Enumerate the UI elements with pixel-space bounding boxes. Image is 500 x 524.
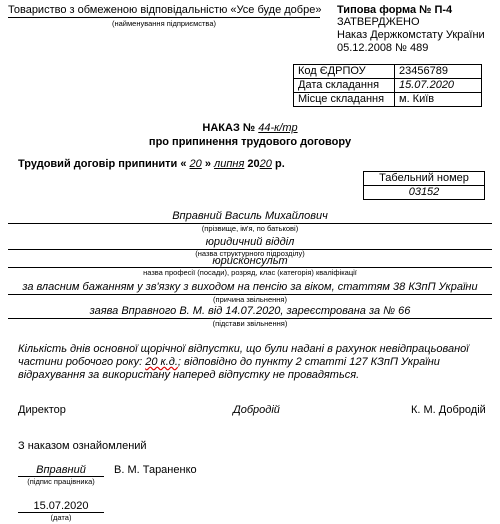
order-number: 44-к/тр bbox=[258, 122, 298, 134]
vacation-days: 20 к.д. bbox=[145, 356, 178, 368]
tab-number-header-row bbox=[364, 172, 485, 186]
acquaint-title: З наказом ознайомлений bbox=[18, 440, 147, 452]
place-label: Місце складання bbox=[294, 93, 395, 107]
vacation-line-2 bbox=[18, 356, 440, 368]
place-value: м. Київ bbox=[395, 93, 482, 107]
director-signature: Добродій bbox=[233, 404, 280, 416]
employee-name: Вправний Василь Михайлович bbox=[172, 210, 328, 222]
terminate-year-suffix: 20 bbox=[259, 158, 272, 170]
acquaint-date: 15.07.2020 bbox=[33, 500, 89, 512]
position: юрисконсульт bbox=[212, 255, 288, 267]
organization-underline bbox=[8, 17, 320, 18]
department-caption: (назва структурного підрозділу) bbox=[195, 249, 305, 258]
organization-caption: (найменування підприємства) bbox=[112, 19, 216, 28]
employee-signature-caption: (підпис працівника) bbox=[27, 477, 95, 486]
approved-by: Наказ Держкомстату України bbox=[337, 29, 485, 41]
form-title: Типова форма № П-4 bbox=[337, 4, 453, 16]
tab-number-table bbox=[363, 171, 485, 200]
terminate-year-prefix: 20 bbox=[247, 158, 260, 170]
department: юридичний відділ bbox=[205, 236, 295, 248]
dismissal-reason: за власним бажанням у зв'язку з виходом на пенсію за віком, статтям 38 КЗпП України bbox=[22, 281, 478, 293]
vacation-line-1: Кількість днів основної щорічної відпустки, що були надані в рахунок невідпрацьованої bbox=[18, 343, 469, 355]
edrpou-value: 23456789 bbox=[395, 65, 482, 79]
order-title-prefix: НАКАЗ № bbox=[202, 122, 256, 134]
employee-short-name: В. М. Тараненко bbox=[114, 464, 197, 476]
vacation-line-2-suffix: ; відповідно до пункту 2 статті 127 КЗпП України bbox=[177, 356, 440, 368]
organization-name: Товариство з обмеженою відповідальністю «Усе буде добре» bbox=[8, 4, 322, 16]
vacation-line-2-prefix: частини робочого року: bbox=[18, 356, 146, 368]
terminate-day: 20 bbox=[189, 158, 202, 170]
employee-signature: Вправний bbox=[36, 464, 86, 476]
position-caption: назва професії (посади), розряд, клас (категорія) кваліфікації bbox=[143, 268, 357, 277]
approved-date: 05.12.2008 № 489 bbox=[337, 42, 429, 54]
edrpou-label: Код ЄДРПОУ bbox=[294, 65, 395, 79]
codes-row-place bbox=[294, 93, 482, 107]
director-role: Директор bbox=[18, 404, 66, 416]
tab-number-label: Табельний номер bbox=[364, 172, 485, 186]
order-subtitle: про припинення трудового договору bbox=[148, 136, 352, 148]
terminate-line bbox=[18, 158, 285, 170]
vacation-line-3: відрахування за використану наперед відпустку не провадяться. bbox=[18, 369, 360, 381]
tab-number-value: 03152 bbox=[364, 186, 485, 200]
employee-caption: (прізвище, ім'я, по батькові) bbox=[201, 224, 299, 233]
dismissal-basis: заява Вправного В. М. від 14.07.2020, зареєстрована за № 66 bbox=[89, 305, 411, 317]
order-title bbox=[0, 122, 500, 134]
acquaint-date-caption: (дата) bbox=[50, 513, 72, 522]
codes-table bbox=[293, 64, 482, 107]
codes-row-edrpou bbox=[294, 65, 482, 79]
terminate-text: Трудовий договір припинити « bbox=[18, 158, 187, 170]
terminate-month: липня bbox=[214, 158, 245, 170]
date-label: Дата складання bbox=[294, 79, 395, 93]
date-value: 15.07.2020 bbox=[395, 79, 482, 93]
basis-caption: (підстави звільнення) bbox=[212, 319, 288, 328]
terminate-year-end: р. bbox=[274, 158, 285, 170]
codes-row-date bbox=[294, 79, 482, 93]
director-name: К. М. Добродій bbox=[411, 404, 486, 416]
approved-label: ЗАТВЕРДЖЕНО bbox=[337, 16, 420, 28]
terminate-day-close: » bbox=[204, 158, 211, 170]
reason-caption: (причина звільнення) bbox=[213, 295, 287, 304]
tab-number-value-row bbox=[364, 186, 485, 200]
